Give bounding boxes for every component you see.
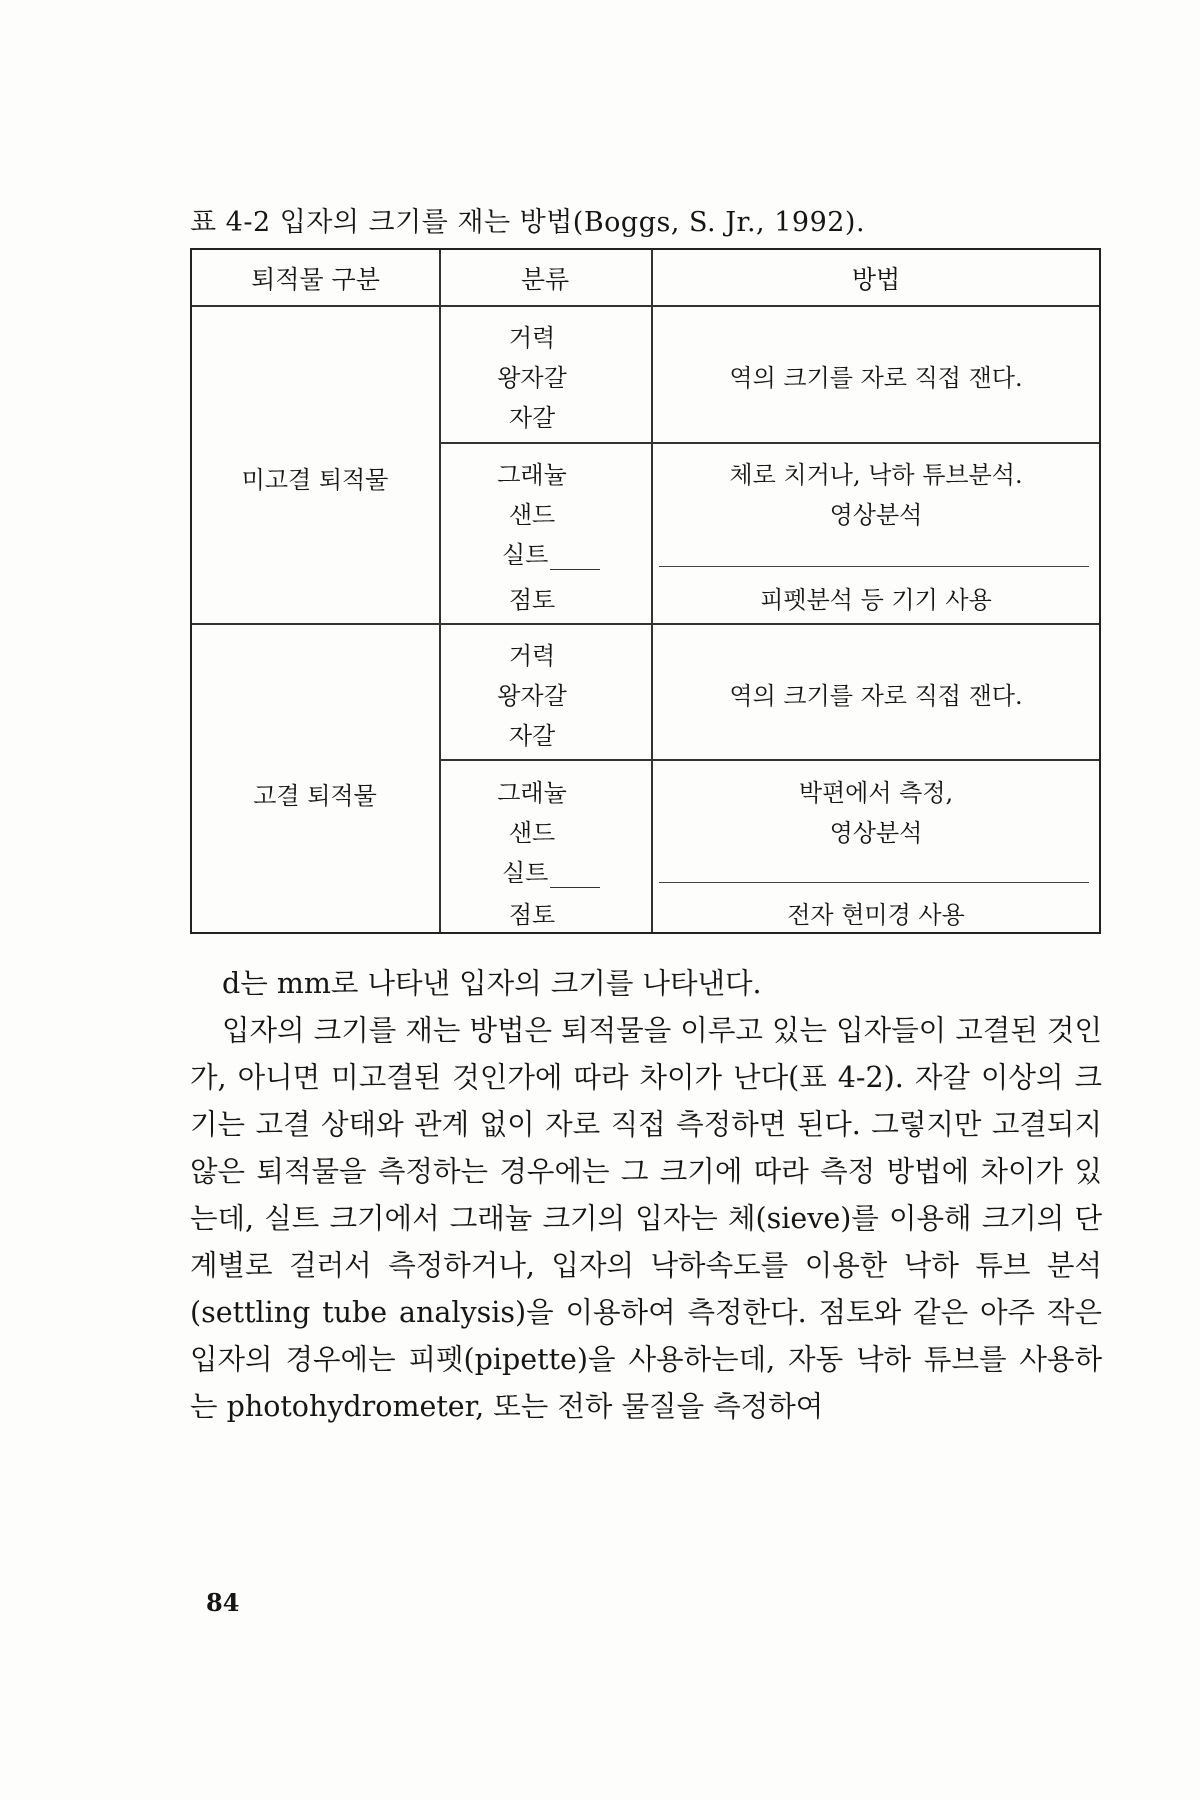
- column-divider: [439, 250, 441, 932]
- class-cobble: 왕자갈: [497, 682, 567, 710]
- header-divider: [192, 305, 1099, 307]
- class-gravel: 자갈: [508, 722, 556, 750]
- silt-underline: [550, 865, 600, 888]
- class-clay: 점토: [508, 586, 556, 614]
- class-silt-label: 실트: [502, 859, 549, 887]
- method-divider: [659, 566, 1089, 567]
- class-granule: 그래뉼: [497, 461, 567, 489]
- column-divider: [651, 250, 653, 932]
- method-divider: [659, 882, 1089, 883]
- method-image-analysis: 영상분석: [829, 819, 923, 847]
- class-sand: 샌드: [508, 819, 556, 847]
- sediment-measurement-table: [190, 248, 1101, 934]
- class-sand: 샌드: [508, 501, 556, 529]
- method-image-analysis: 영상분석: [829, 501, 923, 529]
- class-silt-label: 실트: [502, 541, 549, 569]
- class-cobble: 왕자갈: [497, 364, 567, 392]
- class-boulder: 거력: [508, 642, 556, 670]
- row-divider: [439, 759, 1099, 761]
- body-text: [190, 960, 1102, 1430]
- method-sieve: 체로 치거나, 낙하 튜브분석.: [729, 461, 1023, 489]
- method-electron-microscope: 전자 현미경 사용: [787, 901, 965, 929]
- row-divider: [439, 442, 1099, 444]
- method-ruler: 역의 크기를 자로 직접 잰다.: [729, 682, 1023, 710]
- class-gravel: 자갈: [508, 404, 556, 432]
- class-silt: [502, 535, 600, 570]
- table-caption: 표 4-2 입자의 크기를 재는 방법(Boggs, S. Jr., 1992).: [190, 207, 866, 238]
- body-line-d: d는 mm로 나타낸 입자의 크기를 나타낸다.: [222, 967, 762, 1000]
- header-category: 퇴적물 구분: [251, 265, 380, 294]
- class-boulder: 거력: [508, 324, 556, 352]
- category-unconsolidated: 미고결 퇴적물: [241, 466, 389, 494]
- class-silt: [502, 853, 600, 888]
- method-ruler: 역의 크기를 자로 직접 잰다.: [729, 364, 1023, 392]
- silt-underline: [550, 547, 600, 570]
- header-class: 분류: [520, 265, 570, 294]
- class-clay: 점토: [508, 901, 556, 929]
- category-consolidated: 고결 퇴적물: [253, 782, 377, 810]
- body-paragraph: 입자의 크기를 재는 방법은 퇴적물을 이루고 있는 입자들이 고결된 것인가, 아니면 미고결된 것인가에 따라 차이가 난다(표 4-2). 자갈 이상의 크기는 고결 상태와 관계 없이 자로 직접 측정하면 된다. 그렇지만 고결되지 않은 퇴적물을 측정하는 경우에는 그 크기에 따라 측정 방법에 차이가 있는데, 실트 크기에서 그래뉼 크기의 입자는 체(sieve)를 이용해 크기의 단계별로 걸러서 측정하거나, 입자의 낙하속도를 이용한 낙하 튜브 분석(settling tube analysis)을 이용하여 측정한다. 점토와 같은 아주 작은 입자의 경우에는 피펫(pipette)을 사용하는데, 자동 낙하 튜브를 사용하는 photohydrometer, 또는 전하 물질을 측정하여: [190, 1014, 1102, 1423]
- page-number: 84: [206, 1588, 240, 1617]
- group-divider: [192, 623, 1099, 625]
- method-pipette: 피펫분석 등 기기 사용: [760, 586, 992, 614]
- class-granule: 그래뉼: [497, 779, 567, 807]
- header-method: 방법: [851, 265, 901, 294]
- method-thin-section: 박편에서 측정,: [798, 779, 954, 807]
